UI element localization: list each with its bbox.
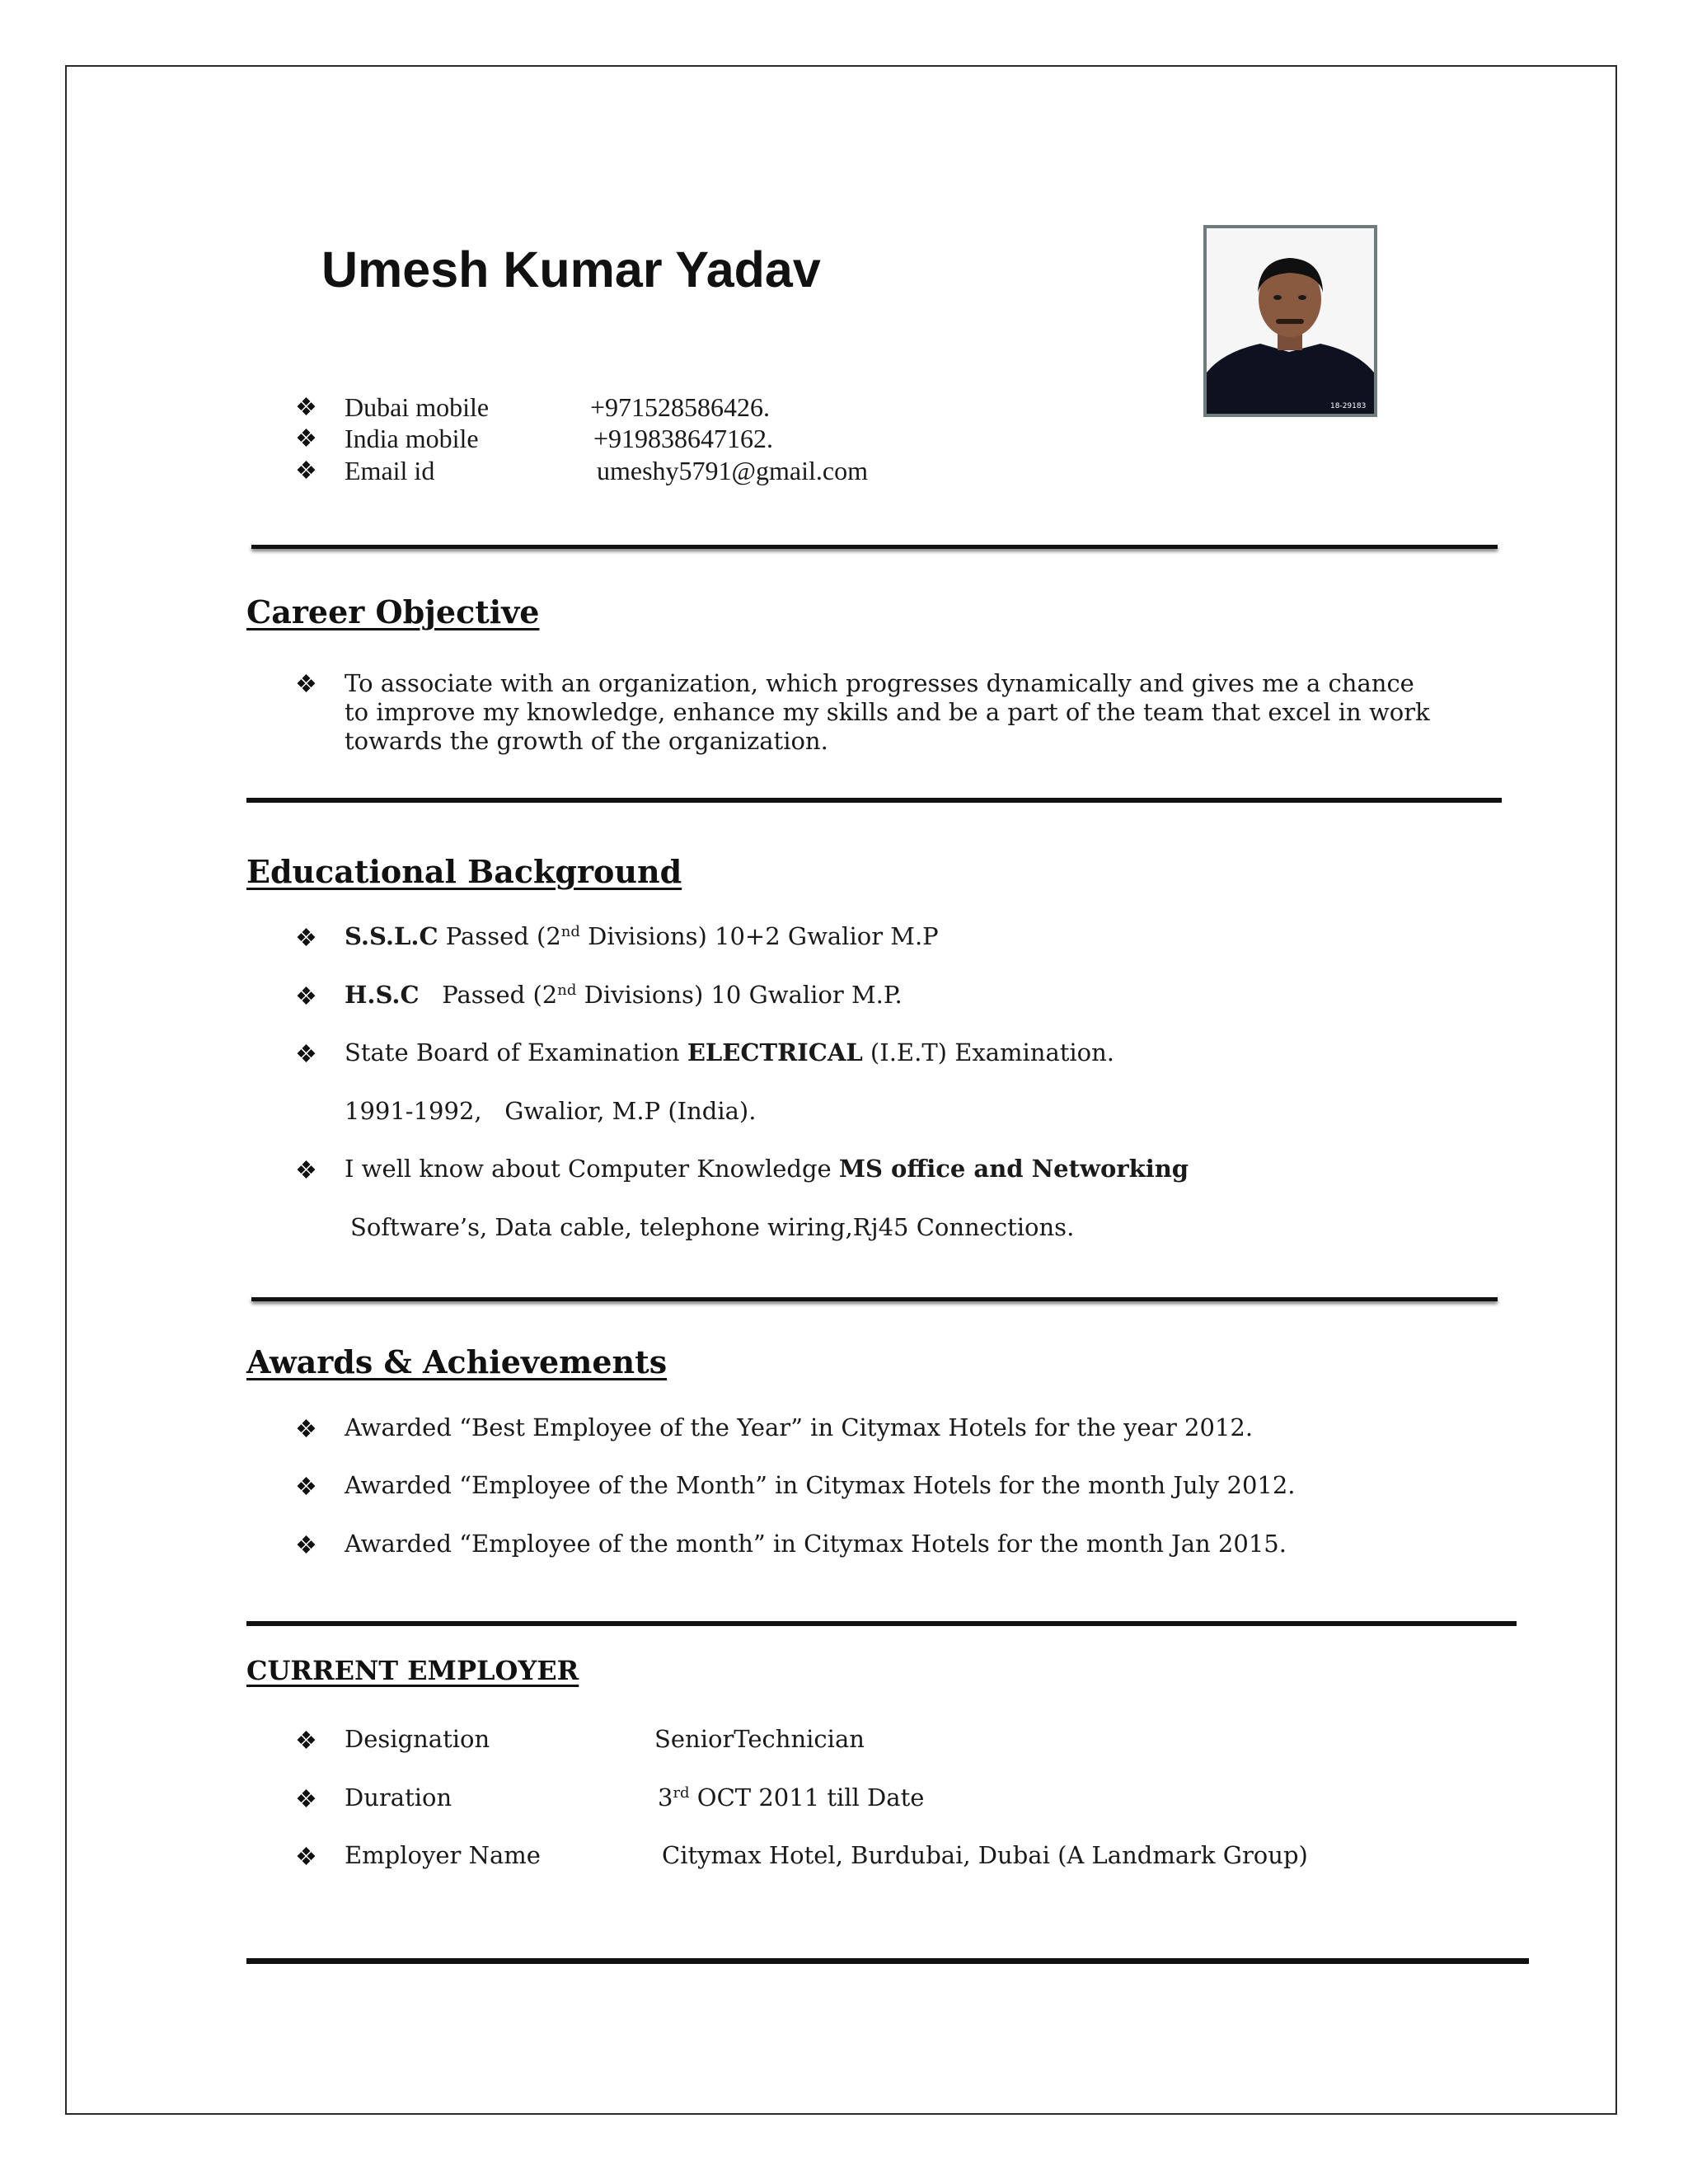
section-heading-awards: Awards & Achievements bbox=[246, 1343, 668, 1380]
career-line-1: To associate with an organization, which progresses dynamically and gives me a chance bbox=[345, 669, 1414, 697]
divider bbox=[246, 1621, 1517, 1626]
profile-photo bbox=[1203, 225, 1377, 417]
divider bbox=[251, 1297, 1498, 1301]
section-heading-employer: CURRENT EMPLOYER bbox=[246, 1655, 579, 1686]
bullet-icon: ❖ bbox=[295, 670, 317, 699]
divider bbox=[246, 1958, 1529, 1964]
contact-value-dubai: +971528586426. bbox=[590, 392, 771, 422]
employer-designation-value: SeniorTechnician bbox=[654, 1725, 865, 1753]
employer-name-value: Citymax Hotel, Burdubai, Dubai (A Landmark Group) bbox=[662, 1841, 1308, 1869]
contact-value-india: +919838647162. bbox=[593, 424, 774, 453]
employer-duration-value: 3rd OCT 2011 till Date bbox=[658, 1783, 925, 1811]
award-item-2: Awarded “Employee of the Month” in Citymax Hotels for the month July 2012. bbox=[345, 1471, 1296, 1499]
education-item-sslc: S.S.L.C Passed (2nd Divisions) 10+2 Gwalior M.P bbox=[345, 922, 939, 950]
bullet-icon: ❖ bbox=[295, 393, 317, 422]
bullet-icon: ❖ bbox=[295, 1473, 317, 1502]
contact-label-dubai: Dubai mobile bbox=[345, 392, 490, 422]
bullet-icon: ❖ bbox=[295, 1156, 317, 1185]
employer-duration-label: Duration bbox=[345, 1783, 452, 1811]
award-item-1: Awarded “Best Employee of the Year” in Citymax Hotels for the year 2012. bbox=[345, 1413, 1254, 1441]
contact-label-india: India mobile bbox=[345, 424, 479, 453]
employer-designation-label: Designation bbox=[345, 1725, 490, 1753]
education-item-electrical-line2: 1991-1992, Gwalior, M.P (India). bbox=[345, 1097, 757, 1125]
bullet-icon: ❖ bbox=[295, 1531, 317, 1560]
education-item-hsc: H.S.C Passed (2nd Divisions) 10 Gwalior M.P. bbox=[345, 981, 903, 1009]
divider bbox=[251, 545, 1498, 549]
education-item-electrical: State Board of Examination ELECTRICAL (I.E.T) Examination. bbox=[345, 1038, 1115, 1066]
profile-photo-image bbox=[1207, 228, 1374, 414]
career-line-2: to improve my knowledge, enhance my skills and be a part of the team that excel in work bbox=[345, 698, 1430, 726]
bullet-icon: ❖ bbox=[295, 1727, 317, 1755]
divider bbox=[246, 798, 1502, 803]
bullet-icon: ❖ bbox=[295, 1415, 317, 1444]
bullet-icon: ❖ bbox=[295, 982, 317, 1011]
section-heading-education: Educational Background bbox=[246, 853, 682, 890]
career-line-3: towards the growth of the organization. bbox=[345, 727, 828, 755]
education-item-computer: I well know about Computer Knowledge MS office and Networking bbox=[345, 1155, 1189, 1183]
photo-stamp: 18-29183 bbox=[1330, 402, 1367, 410]
bullet-icon: ❖ bbox=[295, 1040, 317, 1069]
bullet-icon: ❖ bbox=[295, 457, 317, 485]
award-item-3: Awarded “Employee of the month” in Citymax Hotels for the month Jan 2015. bbox=[345, 1530, 1287, 1558]
candidate-name: Umesh Kumar Yadav bbox=[321, 241, 821, 298]
employer-name-label: Employer Name bbox=[345, 1841, 541, 1869]
bullet-icon: ❖ bbox=[295, 1843, 317, 1872]
bullet-icon: ❖ bbox=[295, 924, 317, 953]
bullet-icon: ❖ bbox=[295, 424, 317, 453]
contact-label-email: Email id bbox=[345, 456, 435, 485]
contact-value-email: umeshy5791@gmail.com bbox=[597, 456, 868, 485]
education-item-computer-line2: Software’s, Data cable, telephone wiring,Rj45 Connections. bbox=[350, 1213, 1075, 1241]
bullet-icon: ❖ bbox=[295, 1785, 317, 1814]
section-heading-career: Career Objective bbox=[246, 593, 540, 630]
